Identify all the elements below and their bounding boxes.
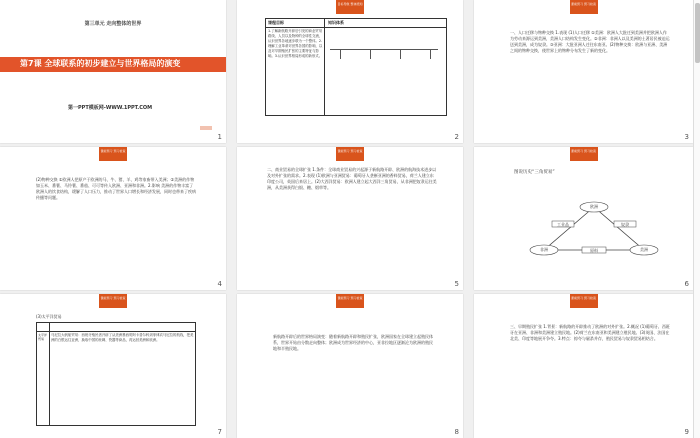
slide-number: 3 [684,133,689,141]
slide-5-badge: 课前预习 预习检查 [336,147,364,161]
slide-number: 5 [454,280,459,288]
slide-4-text: (2)物种交换 ①欧洲人把原产于欧洲的马、牛、猪、羊、鸡等家畜带入美洲；②美洲的作物如玉米、番薯、马铃薯、番茄、可可等传入欧洲、亚洲和非洲。2.影响 美洲的作物丰富了欧洲人的饮食结构，缓解了人口压力，推动了世界人口增长和经济发展，同时也带来了疾病传播等问题。 [36,177,196,200]
node-label-europe: 欧洲 [590,204,598,209]
slide-8-badge: 课前预习 预习检查 [336,294,364,308]
vertical-scrollbar[interactable] [693,0,700,438]
table-cell-text: 马尼拉大帆船贸易：西班牙殖民者开辟了从美洲墨西哥阿卡普尔科到菲律宾马尼拉的航线，把美洲的白银运往亚洲，换取中国的丝绸、瓷器等商品，再运回美洲和欧洲。 [51,333,194,342]
scrollbar-thumb[interactable] [695,3,700,63]
slide-thumbnail-3[interactable] [474,0,693,143]
slide-7-heading: (3)太平洋贸易 [36,314,62,319]
slide-2-badge: 目标导航 整体感知 [336,0,364,14]
triangle-trade-diagram [474,147,693,290]
slide-thumbnail-2[interactable] [237,0,463,143]
slide-thumbnail-9[interactable] [474,294,693,438]
slide-1-site: 第一PPT模板网-WWW.1PPT.COM [68,105,153,111]
slide-number: 4 [217,280,222,288]
slide-number: 7 [217,428,222,436]
slide-thumbnail-7[interactable] [0,294,226,438]
table-head-left: 课程目标 [268,20,284,25]
slide-5-text: 二、商业贸易的全球扩张 1.条件：全球商业贸易的兴起源于新航路开辟、欧洲的航海技术进步以及对外扩张的需求。2.表现 (1)欧洲与亚洲贸易：葡萄牙人垄断亚洲的香料贸易，荷兰人建立东印度公司，英国后来居上。(2)大西洋贸易：欧洲人建立起大西洋三角贸易，从非洲把奴隶运往美洲，从美洲获得白银、糖、烟草等。 [267,167,437,190]
triangle-outline [544,207,644,250]
slide-number: 9 [684,428,689,436]
slide-8-text: 新航路开辟后的世界格局演变：随着新航路开辟和殖民扩张，欧洲国家在全球建立起殖民体系，世界开始由分散走向整体；欧洲成为世界经济的中心，亚非拉地区逐渐沦为欧洲的殖民地和半殖民地。 [273,334,433,351]
slide-3-badge: 课前预习 预习检查 [570,0,598,14]
edge-label-left: 工业品 [557,222,569,227]
slide-6-badge: 课前预习 预习检查 [570,147,598,161]
table-divider [324,19,325,115]
table-diagram [330,39,440,69]
slide-2-table [265,18,447,116]
slide-number: 6 [684,280,689,288]
table-left-text: 1.了解新航路开辟后引发的商业贸易路线、人员以及物种的全球性交流，认识世界各地逐步联为一个整体。2.理解工业革命对世界各国的影响，以及对早期殖民扩张的主要特征与影响。3.认识世界格局形成的新形式。 [268,29,323,58]
slide-9-text: 三、早期殖民扩张 1.背景：新航路的开辟推动了欧洲的对外扩张。2.概况 (1)葡萄牙、西班牙在亚洲、非洲和美洲建立殖民地。(2)荷兰在东南亚和美洲建立殖民地。(3)英国、法国在北美、印度等地展开争夺。3.特点：掠夺与屠杀并存，殖民贸易与奴隶贸易相结合。 [510,324,670,341]
slide-number: 2 [454,133,459,141]
slide-thumbnail-8[interactable] [237,294,463,438]
slide-7-table [36,322,196,426]
slide-7-badge: 课前预习 预习检查 [99,294,127,308]
table-head-right: 知识体系 [328,20,344,25]
slide-thumbnail-6[interactable] [474,147,693,290]
slide-6-title: 图说历史“三角贸易” [514,170,555,175]
table-head-line [266,27,446,28]
edge-label-bottom: 原料 [590,248,598,253]
slide-4-badge: 课前预习 预习检查 [99,147,127,161]
slide-number: 1 [217,133,222,141]
slide-thumbnail-4[interactable] [0,147,226,290]
table-row-head: 太平洋贸易 [38,333,48,341]
slide-9-badge: 课前预习 预习检查 [570,294,598,308]
slide-1-page-indicator [200,126,212,130]
slide-thumbnail-1[interactable] [0,0,226,143]
slide-1-title: 第7课 全球联系的初步建立与世界格局的演变 [20,59,181,68]
slide-number: 8 [454,428,459,436]
node-label-america: 美洲 [640,247,648,252]
slide-1-unit: 第三单元 走向整体的世界 [84,21,142,27]
table-row-divider [37,331,195,332]
slide-thumbnail-5[interactable] [237,147,463,290]
table-col-divider [49,323,50,425]
node-label-africa: 非洲 [540,247,548,252]
edge-label-right: 奴隶 [621,222,629,227]
slide-3-text: 一、人口迁移与物种交换 1.表现 (1)人口迁移 ①美洲：欧洲人大批迁到美洲并把欧洲人作为劳动来源运到美洲，美洲人口结构发生变化。②非洲：非洲人以及美洲的土著居民被迫运送到美洲，成为奴隶。③亚洲：大批亚洲人迁往东南亚。(2)物种交换：欧洲与亚洲、美洲之间的物种交换，使世界上的物种分布发生了新的变化。 [510,30,670,53]
